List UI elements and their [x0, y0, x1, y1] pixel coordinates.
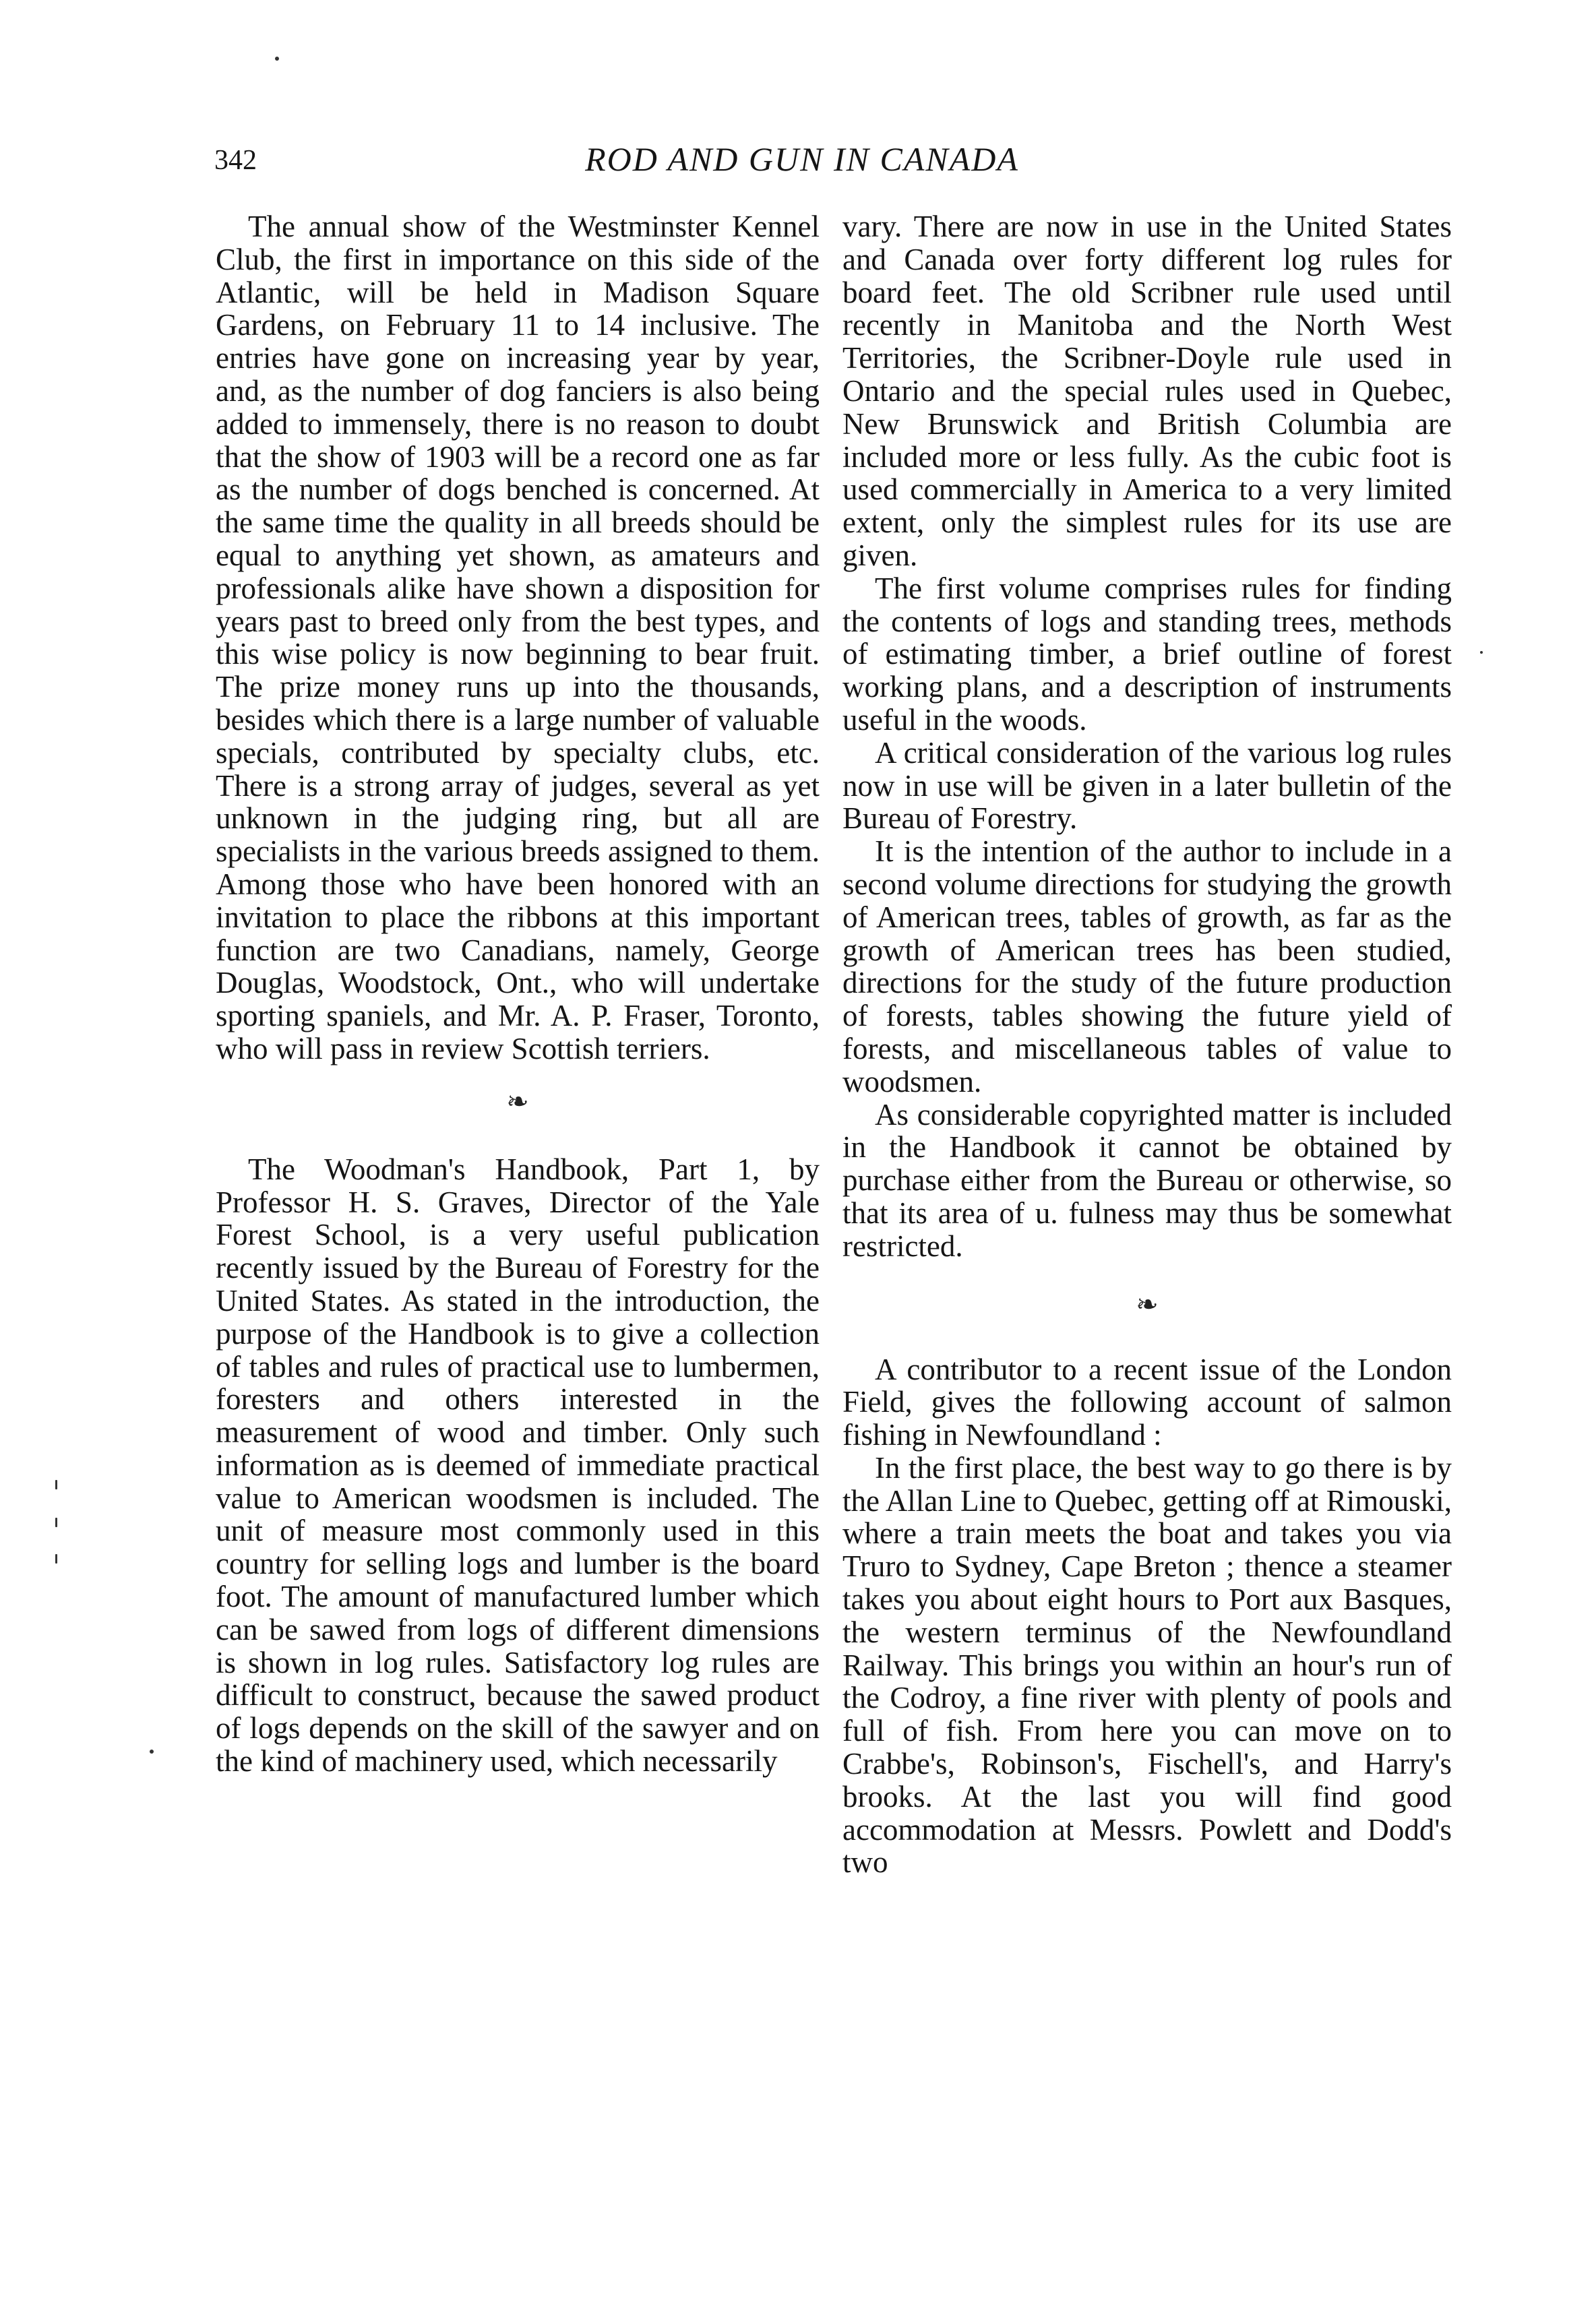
- critical-consideration-paragraph: A critical consideration of the various log rules now in use will be given in a later bulletin of the Bureau of Forestry.: [842, 735, 1452, 836]
- ornament-leaf-icon: ❧: [506, 1086, 529, 1117]
- woodmans-handbook-paragraph: The Woodman's Handbook, Part 1, by Professor H. S. Graves, Director of the Yale Forest School, is a very useful publication recently issued by the Bureau of Forestry for the United States. As stated in the introduction, the purpose of the Handbook is to give a collection of tables and rules of practical use to lumbermen, foresters and others interested in the measurement of wood and timber. Only such information as is deemed of immediate practical value to American woodsmen is included. The unit of measure most commonly used in this country for selling logs and lumber is the board foot. The amount of manufactured lumber which can be sawed from logs of different dimensions is shown in log rules. Satisfactory log rules are difficult to construct, because the sawed product of logs depends on the skill of the sawyer and on the kind of machinery used, which necessarily: [216, 1152, 820, 1779]
- left-column: [216, 210, 820, 1778]
- copyrighted-matter-paragraph: As considerable copyrighted matter is included in the Handbook it cannot be obtained by purchase either from the Bureau or otherwise, so that its area of u. fulness may thus be somewhat restricted.: [842, 1097, 1452, 1263]
- margin-speck: [275, 57, 279, 61]
- page-number: 342: [214, 145, 257, 176]
- running-title: ROD AND GUN IN CANADA: [585, 140, 1019, 178]
- margin-speck: [55, 1518, 57, 1527]
- first-volume-paragraph: The first volume comprises rules for finding the contents of logs and standing trees, methods of estimating timber, a brief outline of forest working plans, and a description of instruments useful in the woods.: [842, 571, 1452, 737]
- right-column: [842, 210, 1452, 1879]
- margin-speck: [1480, 651, 1483, 654]
- ornament-leaf-icon: ❧: [1136, 1289, 1159, 1320]
- log-rules-continuation-paragraph: vary. There are now in use in the United States and Canada over forty different log rules for board feet. The old Scribner rule used until recently in Manitoba and the North West Territories, the Scribner-Doyle rule used in Ontario and the special rules used in Quebec, New Brunswick and British Columbia are included more or less fully. As the cubic foot is used commercially in America to a very limited extent, only the simplest rules for its use are given.: [842, 210, 1452, 572]
- salmon-fishing-paragraph: In the first place, the best way to go there is by the Allan Line to Quebec, getting off at Rimouski, where a train meets the boat and takes you via Truro to Sydney, Cape Breton ; thence a steamer takes you about eight hours to Port aux Basques, the western terminus of the Newfoundland Railway. This brings you within an hour's run of the Codroy, a fine river with plenty of pools and full of fish. From here you can move on to Crabbe's, Robinson's, Fischell's, and Harry's brooks. At the last you will find good accommodation at Messrs. Powlett and Dodd's two: [842, 1450, 1452, 1880]
- margin-speck: [55, 1480, 57, 1489]
- second-volume-paragraph: It is the intention of the author to include in a second volume directions for studying the growth of American trees, tables of growth, as far as the growth of American trees has been studied, directions for the study of the future production of forests, tables showing the future yield of forests, and miscellaneous tables of value to woodsmen.: [842, 834, 1452, 1099]
- westminster-kennel-paragraph: The annual show of the Westminster Kennel Club, the first in importance on this side of the Atlantic, will be held in Madison Square Gardens, on February 11 to 14 inclusive. The entries have gone on increasing year by year, and, as the number of dog fanciers is also being added to immensely, there is no reason to doubt that the show of 1903 will be a record one as far as the number of dogs benched is concerned. At the same time the quality in all breeds should be equal to anything yet shown, as amateurs and professionals alike have shown a disposition for years past to breed only from the best types, and this wise policy is now beginning to bear fruit. The prize money runs up into the thousands, besides which there is a large number of valuable specials, contributed by specialty clubs, etc. There is a strong array of judges, several as yet unknown in the judging ring, but all are specialists in the various breeds assigned to them. Among those who have been honored with an invitation to place the ribbons at this important function are two Canadians, namely, George Douglas, Woodstock, Ont., who will undertake sporting spaniels, and Mr. A. P. Fraser, Toronto, who will pass in review Scottish terriers.: [216, 210, 820, 1065]
- margin-speck: [150, 1750, 154, 1754]
- margin-speck: [55, 1554, 57, 1564]
- london-field-paragraph: A contributor to a recent issue of the London Field, gives the following account of salmon fishing in Newfoundland :: [842, 1352, 1452, 1452]
